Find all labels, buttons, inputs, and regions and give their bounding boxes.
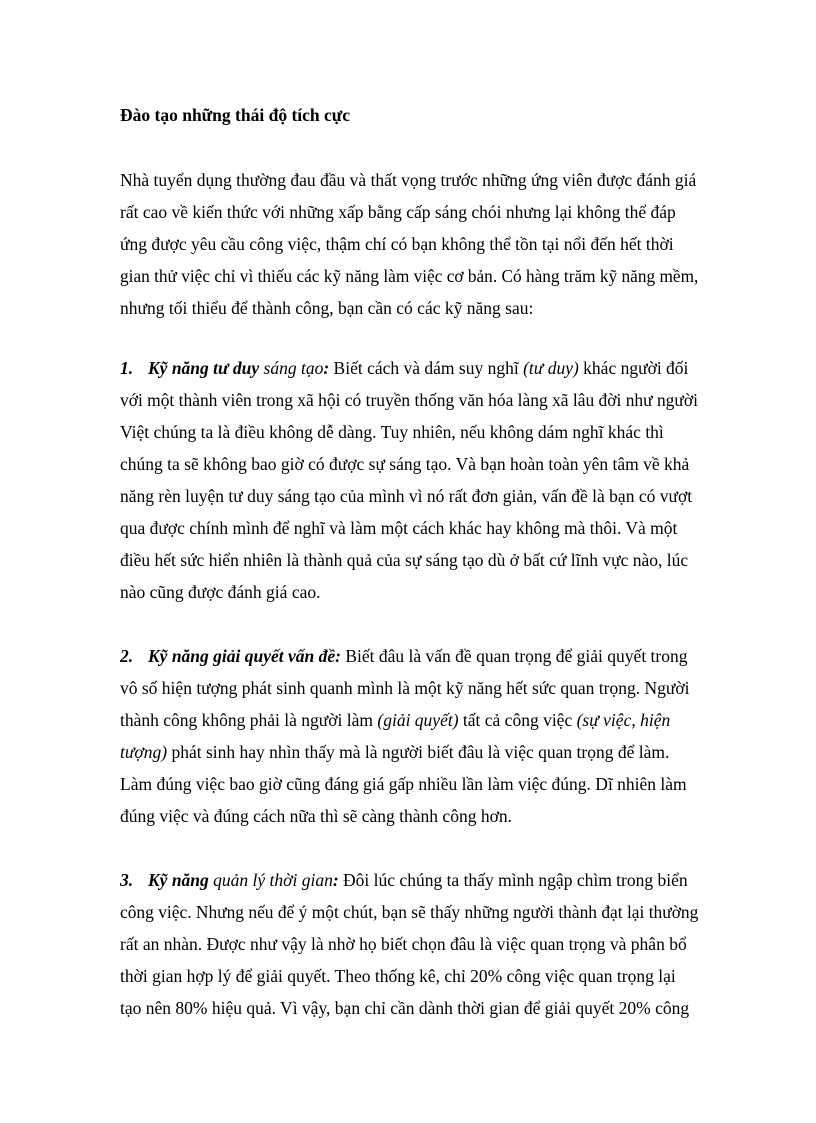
body-text: Biết đâu là vấn đề quan trọng để giải quyết trong — [340, 646, 688, 666]
section-first-line — [120, 355, 688, 381]
section-first-line — [120, 643, 688, 669]
body-line — [120, 739, 669, 765]
body-line: tạo nên 80% hiệu quả. Vì vậy, bạn chỉ cần dành thời gian để giải quyết 20% công — [120, 998, 690, 1018]
body-line: thời gian hợp lý để giải quyết. Theo thống kê, chỉ 20% công việc quan trọng lại — [120, 966, 676, 986]
intro-line: Nhà tuyển dụng thường đau đầu và thất vọng trước những ứng viên được đánh giá — [120, 170, 697, 190]
intro-line: ứng được yêu cầu công việc, thậm chí có bạn không thể tồn tại nổi đến hết thời — [120, 234, 674, 254]
body-line: vô số hiện tượng phát sinh quanh mình là một kỹ năng hết sức quan trọng. Người — [120, 678, 690, 698]
body-text: Đôi lúc chúng ta thấy mình ngập chìm trong biển — [338, 870, 688, 890]
heading-colon: : — [332, 870, 339, 890]
body-text: thành công không phải là người làm — [120, 710, 378, 730]
body-line: qua được chính mình để nghĩ và làm một cách khác hay không mà thôi. Và một — [120, 518, 678, 538]
body-text: Biết cách và dám suy nghĩ — [329, 358, 524, 378]
body-line — [120, 707, 670, 733]
intro-line: gian thử việc chỉ vì thiếu các kỹ năng làm việc cơ bản. Có hàng trăm kỹ năng mềm, — [120, 266, 699, 286]
body-text: phát sinh hay nhìn thấy mà là người biết đâu là việc quan trọng để làm. — [167, 742, 670, 762]
body-line: đúng việc và đúng cách nữa thì sẽ càng thành công hơn. — [120, 806, 512, 826]
body-line: với một thành viên trong xã hội có truyền thống văn hóa làng xã lâu đời như người — [120, 390, 698, 410]
body-line: công việc. Nhưng nếu để ý một chút, bạn sẽ thấy những người thành đạt lại thường — [120, 902, 699, 922]
heading-colon: : — [323, 358, 330, 378]
italic-note: (giải quyết) — [377, 710, 459, 730]
italic-note: (sự việc, hiện — [576, 710, 671, 730]
section-heading: Kỹ năng tư duy — [148, 358, 260, 378]
intro-line: rất cao về kiến thức với những xấp bằng cấp sáng chói nhưng lại không thể đáp — [120, 202, 676, 222]
section-first-line — [120, 867, 688, 893]
body-line: nào cũng được đánh giá cao. — [120, 582, 321, 602]
body-line: điều hết sức hiển nhiên là thành quả của sự sáng tạo dù ở bất cứ lĩnh vực nào, lúc — [120, 550, 689, 570]
section-number: 1. — [120, 358, 134, 378]
section-heading-italic: quản lý thời gian — [213, 870, 333, 890]
italic-note: (tư duy) — [523, 358, 579, 378]
body-line: Làm đúng việc bao giờ cũng đáng giá gấp nhiều lần làm việc đúng. Dĩ nhiên làm — [120, 774, 687, 794]
italic-note: tượng) — [120, 742, 168, 762]
body-text: tất cả công việc — [458, 710, 577, 730]
body-text: khác người đối — [578, 358, 689, 378]
body-line: Việt chúng ta là điều không dễ dàng. Tuy nhiên, nếu không dám nghĩ khác thì — [120, 422, 664, 442]
section-heading: Kỹ năng — [148, 870, 209, 890]
section-heading-italic: sáng tạo — [263, 358, 324, 378]
section-heading: Kỹ năng giải quyết vấn đề: — [148, 646, 341, 666]
body-line: năng rèn luyện tư duy sáng tạo của mình vì nó rất đơn giản, vấn đề là bạn có vượt — [120, 486, 693, 506]
section-number: 2. — [120, 646, 134, 666]
body-line: chúng ta sẽ không bao giờ có được sự sáng tạo. Và bạn hoàn toàn yên tâm về khả — [120, 454, 690, 474]
body-line: rất an nhàn. Được như vậy là nhờ họ biết chọn đâu là việc quan trọng và phân bổ — [120, 934, 687, 954]
section-number: 3. — [120, 870, 134, 890]
intro-line: nhưng tối thiểu để thành công, bạn cần có các kỹ năng sau: — [120, 298, 534, 318]
document-title: Đào tạo những thái độ tích cực — [120, 105, 351, 125]
